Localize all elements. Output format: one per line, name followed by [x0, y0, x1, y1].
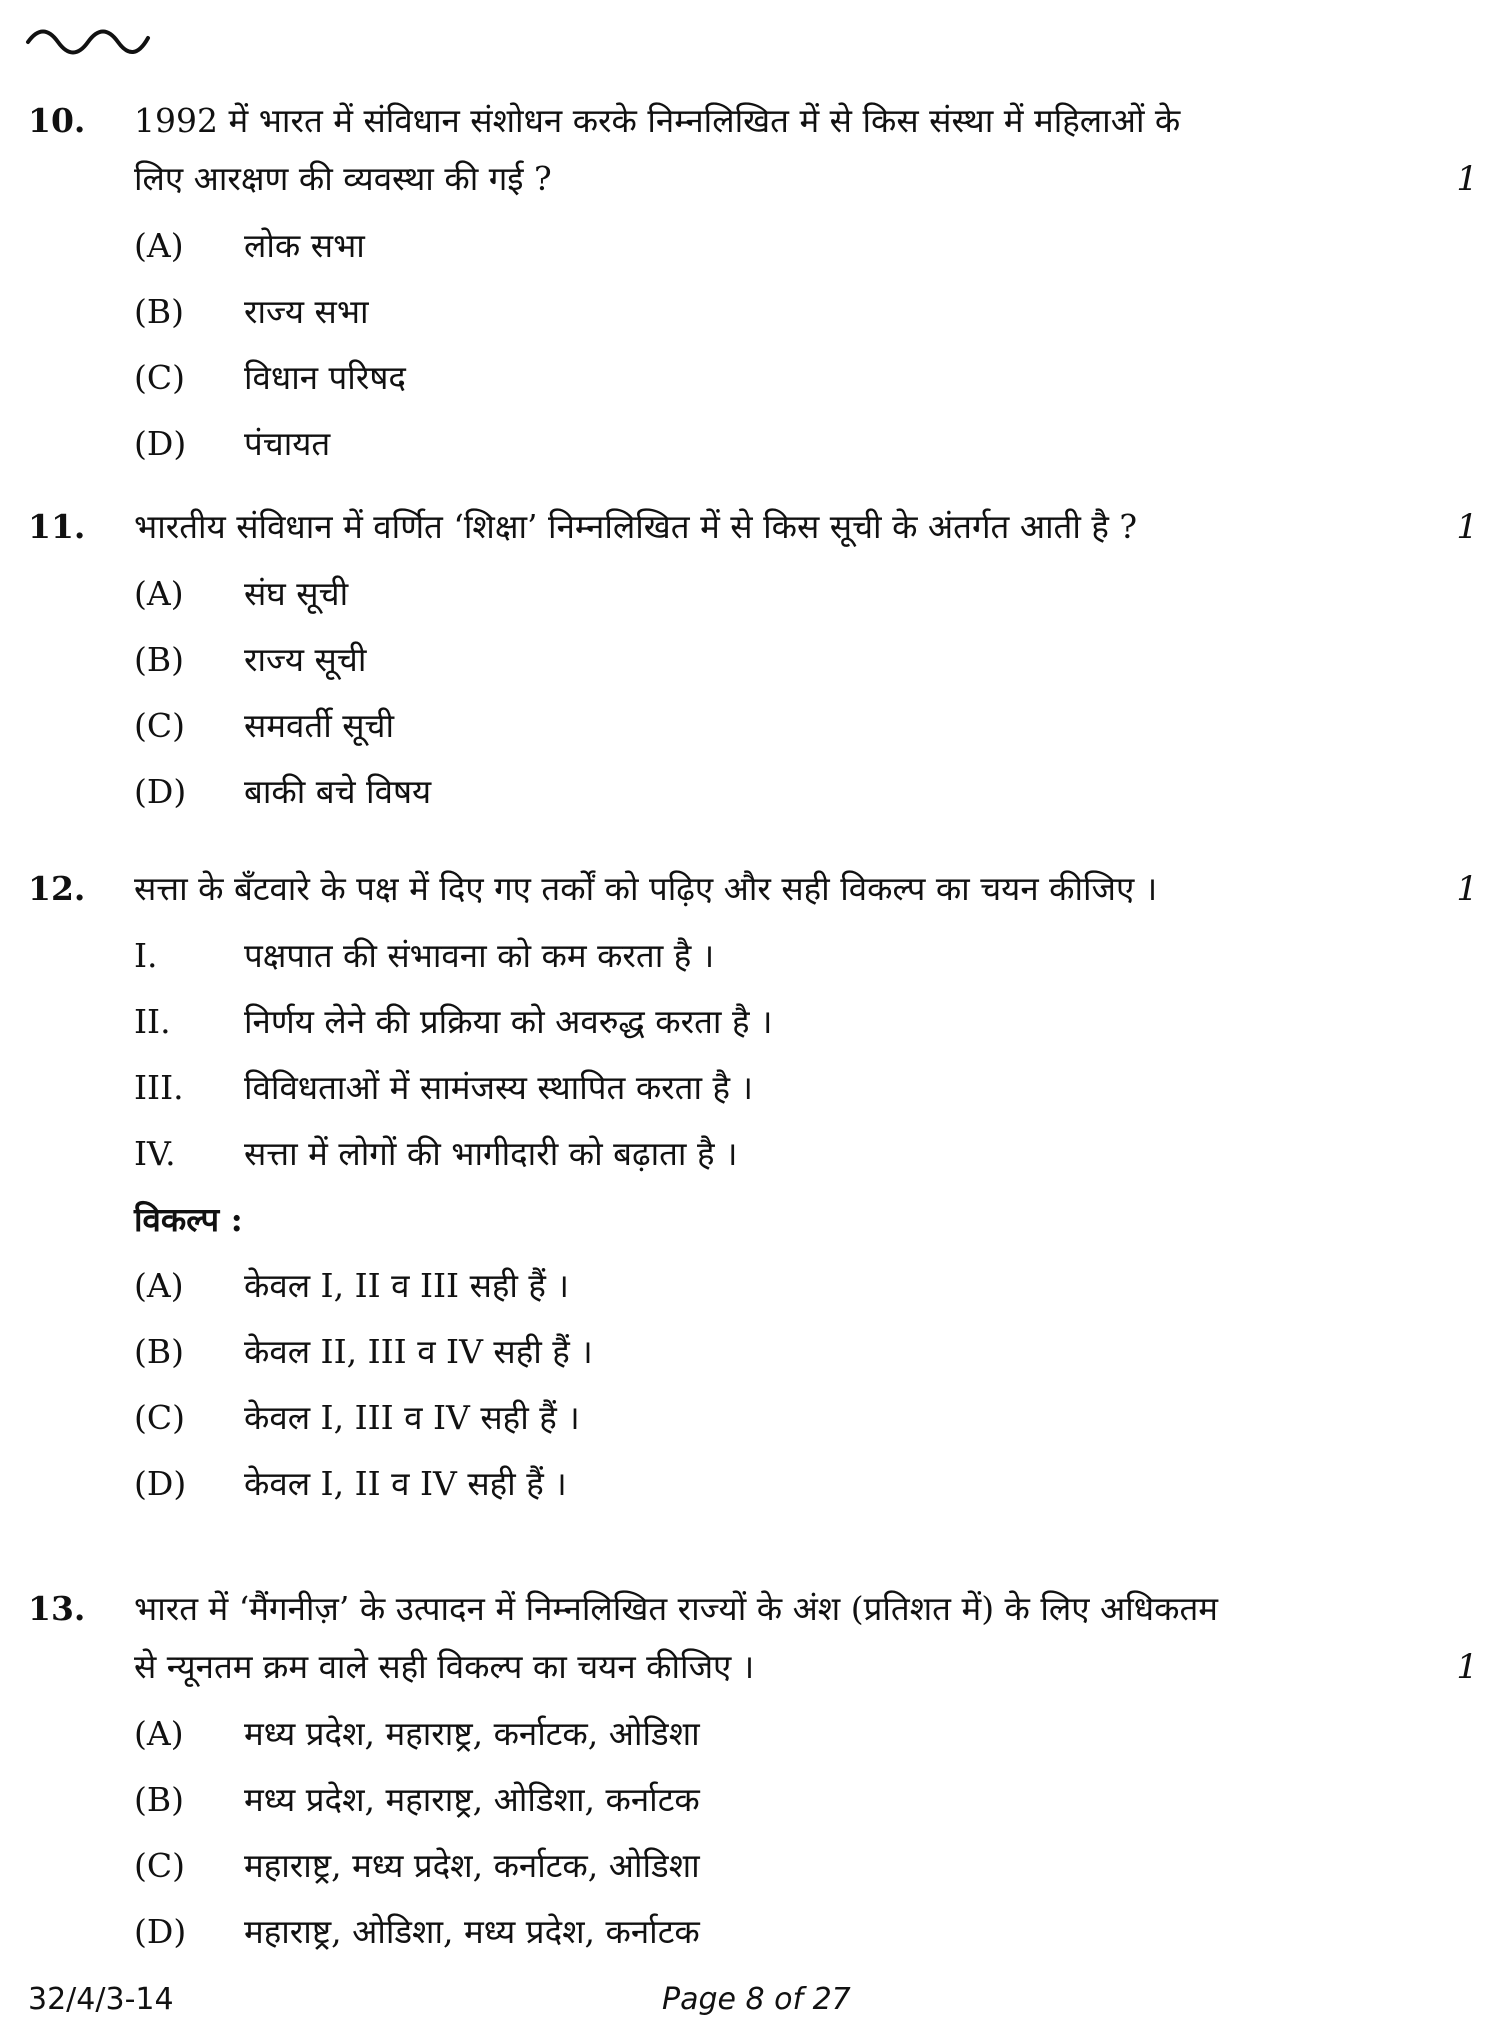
- question-text: भारत में ‘मैंगनीज़’ के उत्पादन में निम्नलिखित राज्यों के अंश (प्रतिशत में) के लिए अधिकतम से न्यूनतम क्रम वाले सही विकल्प का चयन कीजिए ।: [134, 1589, 1218, 1686]
- option-d: (D) महाराष्ट्र, ओडिशा, मध्य प्रदेश, कर्नाटक: [134, 1912, 700, 1951]
- statement-iv: IV. सत्ता में लोगों की भागीदारी को बढ़ाता है ।: [134, 1134, 738, 1173]
- question-marks: 1: [1456, 1647, 1478, 1687]
- question-marks: 1: [1456, 159, 1478, 199]
- option-d: (D) पंचायत: [134, 424, 331, 463]
- statement-ii: II. निर्णय लेने की प्रक्रिया को अवरुद्ध करता है ।: [134, 1002, 773, 1041]
- question-text: 1992 में भारत में संविधान संशोधन करके निम्नलिखित में से किस संस्था में महिलाओं के लिए आरक्षण की व्यवस्था की गई ?: [134, 101, 1181, 198]
- paper-code: 32/4/3-14: [28, 1982, 174, 2017]
- statement-i: I. पक्षपात की संभावना को कम करता है ।: [134, 936, 715, 975]
- question-marks: 1: [1456, 869, 1478, 909]
- option-d: (D) केवल I, II व IV सही हैं ।: [134, 1464, 567, 1503]
- question-10: [28, 92, 1478, 478]
- option-d: (D) बाकी बचे विषय: [134, 772, 432, 811]
- option-c: (C) समवर्ती सूची: [134, 706, 395, 745]
- option-c: (C) केवल I, III व IV सही हैं ।: [134, 1398, 580, 1437]
- question-13: [28, 1580, 1478, 1966]
- option-c: (C) महाराष्ट्र, मध्य प्रदेश, कर्नाटक, ओडिशा: [134, 1846, 700, 1885]
- option-b: (B) राज्य सूची: [134, 640, 367, 679]
- option-b: (B) केवल II, III व IV सही हैं ।: [134, 1332, 593, 1371]
- question-marks: 1: [1456, 507, 1478, 547]
- options-list: [134, 1702, 1478, 1966]
- question-number: 10.: [28, 101, 86, 140]
- statement-iii: III. विविधताओं में सामंजस्य स्थापित करता है ।: [134, 1068, 754, 1107]
- option-c: (C) विधान परिषद: [134, 358, 406, 397]
- option-a: (A) मध्य प्रदेश, महाराष्ट्र, कर्नाटक, ओडिशा: [134, 1714, 700, 1753]
- question-number: 11.: [28, 507, 86, 546]
- option-a: (A) संघ सूची: [134, 574, 349, 613]
- options-list: [134, 562, 1478, 826]
- option-a: (A) केवल I, II व III सही हैं ।: [134, 1266, 569, 1305]
- question-text: सत्ता के बँटवारे के पक्ष में दिए गए तर्कों को पढ़िए और सही विकल्प का चयन कीजिए ।: [134, 869, 1158, 908]
- question-number: 13.: [28, 1589, 86, 1628]
- option-b: (B) मध्य प्रदेश, महाराष्ट्र, ओडिशा, कर्नाटक: [134, 1780, 700, 1819]
- question-12: [28, 860, 1478, 1518]
- page-number: Page 8 of 27: [662, 1982, 851, 2017]
- option-b: (B) राज्य सभा: [134, 292, 369, 331]
- wave-ornament-icon: [24, 20, 154, 56]
- options-list: [134, 214, 1478, 478]
- question-text: भारतीय संविधान में वर्णित ‘शिक्षा’ निम्नलिखित में से किस सूची के अंतर्गत आती है ?: [134, 507, 1138, 546]
- options-heading: विकल्प :: [134, 1200, 243, 1239]
- statements-list: [134, 924, 1478, 1188]
- question-11: [28, 498, 1478, 826]
- option-a: (A) लोक सभा: [134, 226, 365, 265]
- question-number: 12.: [28, 869, 86, 908]
- options-list: [134, 1254, 1478, 1518]
